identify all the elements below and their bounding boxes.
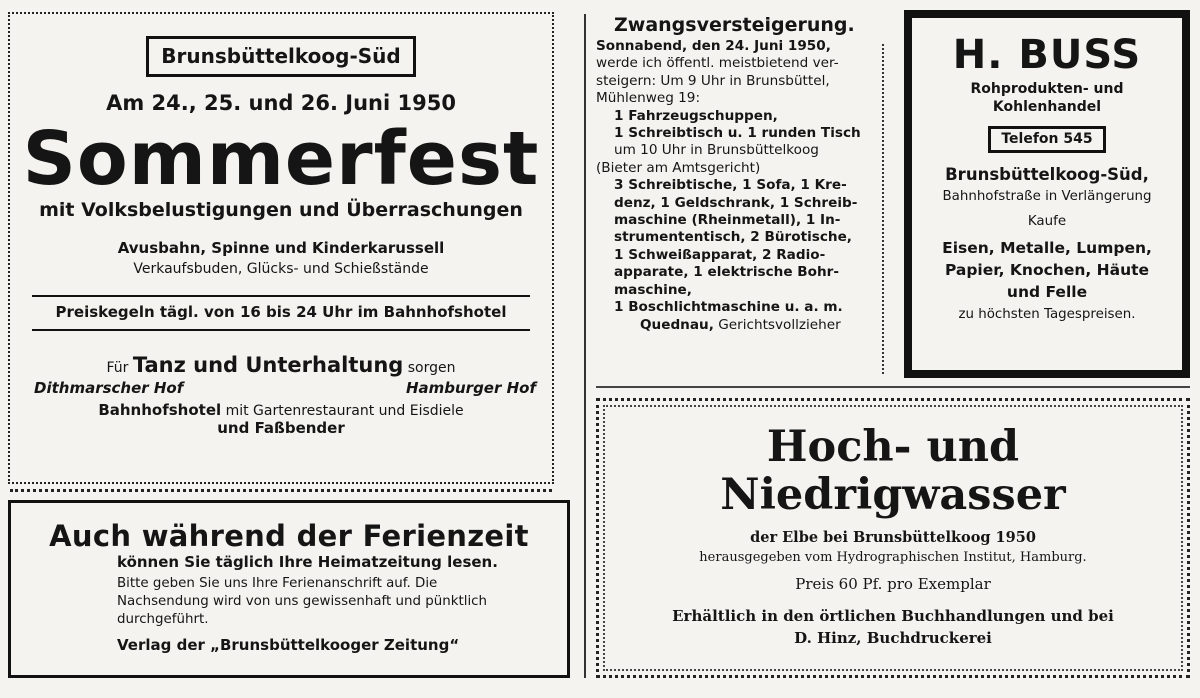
sommerfest-stalls: Verkaufsbuden, Glücks- und Schießstände: [133, 261, 429, 277]
hoch-ad: [596, 398, 1190, 678]
zwang-item: strumententisch, 2 Bürotische,: [614, 229, 852, 246]
sommerfest-ad: [8, 12, 554, 484]
sommerfest-tanz: [10, 353, 552, 377]
zwang-line: steigern: Um 9 Uhr in Brunsbüttel,: [596, 72, 830, 89]
hof-left: Dithmarscher Hof: [34, 379, 184, 397]
sommerfest-fassbender: und Faßbender: [217, 419, 345, 437]
sommerfest-title: Sommerfest: [22, 116, 540, 202]
zwang-line: Mühlenweg 19:: [596, 90, 701, 107]
sommerfest-place-box: Brunsbüttelkoog-Süd: [146, 36, 415, 77]
zwang-line: werde ich öffentl. meistbietend ver-: [596, 55, 839, 72]
sommerfest-kegeln: Preiskegeln tägl. von 16 bis 24 Uhr im Bahnhofshotel: [32, 295, 530, 331]
zwang-sig-role: Gerichtsvollzieher: [718, 316, 841, 333]
zwang-item: maschine,: [614, 281, 692, 298]
sommerfest-bahnhof: [10, 401, 552, 419]
buss-goods: [912, 237, 1182, 303]
ferien-text-line: Nachsendung wird von uns gewissenhaft und pünktlich: [117, 594, 488, 609]
ferien-text-line: durchgeführt.: [117, 612, 209, 627]
zwang-item: 1 Schreibtisch u. 1 runden Tisch: [614, 125, 861, 142]
buss-ad: [904, 10, 1190, 378]
sommerfest-date: Am 24., 25. und 26. Juni 1950: [106, 91, 456, 115]
hoch-title-line2: Niedrigwasser: [720, 470, 1066, 520]
tanz-pre: Für: [106, 360, 129, 376]
buss-telefon: Telefon 545: [988, 126, 1105, 153]
sommerfest-hofs: [26, 379, 536, 401]
sommerfest-attractions: Avusbahn, Spinne und Kinderkarussell: [117, 239, 445, 257]
zwang-ad: [592, 12, 888, 380]
zwang-item: apparate, 1 elektrische Bohr-: [614, 264, 839, 281]
ferien-ad: [8, 500, 570, 678]
hoch-line4: Erhältlich in den örtlichen Buchhandlungen und bei: [672, 607, 1114, 625]
ferien-line1: können Sie täglich Ihre Heimatzeitung lesen.: [117, 553, 498, 571]
zwang-item: denz, 1 Geldschrank, 1 Schreib-: [614, 194, 858, 211]
zwang-item: 3 Schreibtische, 1 Sofa, 1 Kre-: [614, 177, 847, 194]
hoch-line3: Preis 60 Pf. pro Exemplar: [795, 575, 991, 593]
hof-right: Hamburger Hof: [405, 379, 536, 397]
zwang-dotted-rule: [882, 44, 884, 374]
zwang-item: 1 Schweißapparat, 2 Radio-: [614, 246, 826, 263]
zwang-line: Sonnabend, den 24. Juni 1950,: [596, 38, 831, 54]
buss-street: Bahnhofstraße in Verlängerung: [942, 189, 1152, 204]
column-divider: [584, 14, 586, 678]
buss-preis: zu höchsten Tagespreisen.: [958, 307, 1136, 322]
zwang-sig-name: Quednau,: [640, 316, 714, 333]
ferien-text-line: Bitte geben Sie uns Ihre Ferienanschrift auf. Die: [117, 576, 438, 591]
sommerfest-subtitle: mit Volksbelustigungen und Überraschungen: [39, 199, 523, 221]
zwang-item: um 10 Uhr in Brunsbüttelkoog: [614, 142, 819, 159]
buss-sub2: Kohlenhandel: [992, 99, 1102, 115]
tanz-post: sorgen: [407, 360, 456, 376]
hoch-title: [599, 423, 1187, 519]
zwang-item: maschine (Rheinmetall), 1 In-: [614, 212, 841, 229]
buss-goods-line: Papier, Knochen, Häute: [944, 261, 1150, 279]
hoch-line1: der Elbe bei Brunsbüttelkoog 1950: [750, 529, 1036, 546]
right-column-rule: [596, 386, 1190, 388]
sommerfest-dotted-rule: [10, 489, 552, 492]
zwang-signature: [640, 317, 888, 334]
tanz-main: Tanz und Unterhaltung: [132, 353, 404, 377]
bahnhof-rest: mit Gartenrestaurant und Eisdiele: [225, 403, 464, 419]
buss-place: Brunsbüttelkoog-Süd,: [945, 165, 1149, 184]
zwang-item: 1 Boschlichtmaschine u. a. m.: [614, 299, 843, 316]
bahnhof-name: Bahnhofshotel: [98, 401, 222, 419]
ferien-title: Auch während der Ferienzeit: [49, 519, 529, 553]
ferien-text: [117, 575, 547, 629]
zwang-item: (Bieter am Amtsgericht): [596, 159, 761, 176]
zwang-title: Zwangsversteigerung.: [614, 14, 855, 36]
hoch-line5: D. Hinz, Buchdruckerei: [794, 629, 992, 647]
buss-goods-line: Eisen, Metalle, Lumpen,: [942, 239, 1152, 257]
ferien-body: [117, 553, 547, 654]
hoch-line2: herausgegeben vom Hydrographischen Institut, Hamburg.: [699, 550, 1087, 565]
buss-kaufe: Kaufe: [1027, 214, 1067, 229]
buss-goods-line: und Felle: [1006, 283, 1088, 301]
zwang-item: 1 Fahrzeugschuppen,: [614, 107, 778, 124]
buss-title: H. BUSS: [952, 32, 1142, 78]
buss-sub1: Rohprodukten- und: [970, 81, 1124, 97]
ferien-verlag: Verlag der „Brunsbüttelkooger Zeitung“: [117, 636, 460, 654]
hoch-title-line1: Hoch- und: [766, 422, 1020, 472]
